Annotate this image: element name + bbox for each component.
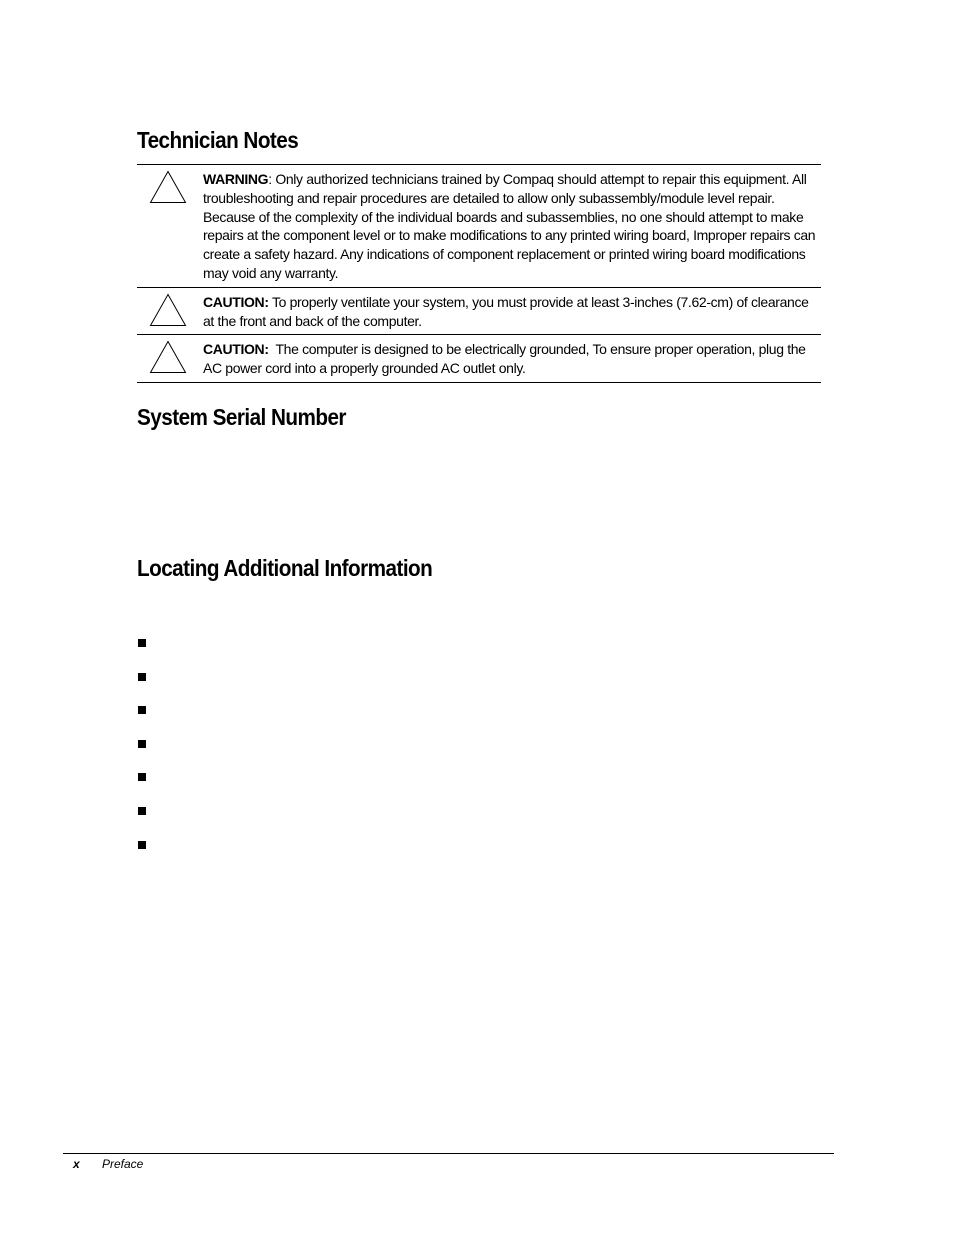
caution-body-ventilation: To properly ventilate your system, you must provide at least 3-inches (7.62-cm) of clearance at the front and back of the computer. [203,293,809,329]
footer-divider [63,1153,834,1154]
caution-triangle-icon [149,293,187,327]
caution-note-ventilation [137,288,821,336]
warning-text [203,170,821,283]
warning-body: Only authorized technicians trained by Compaq should attempt to repair this equipment. All troubleshooting and repair procedures are detailed to allow only subassembly/module level repair. Because of the complexity of the individual boards and subassemblies, no one should attempt to make repairs at the component level or to make modifications to any printed wiring board, Improper repairs can create a safety hazard. Any indications of component replacement or printed wiring board modifications may void any warranty. [203,171,816,281]
footer-page-number: x [73,1157,80,1171]
caution-note-grounding [137,335,821,383]
footer-section-title: Preface [102,1157,144,1171]
square-bullet-icon [138,841,146,849]
heading-technician-notes: Technician Notes [137,127,299,153]
square-bullet-icon [138,706,146,714]
heading-locating-additional-information: Locating Additional Information [137,555,433,581]
warning-note [137,165,821,288]
square-bullet-icon [138,673,146,681]
square-bullet-icon [138,807,146,815]
square-bullet-icon [138,639,146,647]
caution-triangle-icon [149,170,187,204]
warning-label: WARNING [203,171,269,187]
caution-label: CAUTION: [203,293,269,310]
square-bullet-icon [138,773,146,781]
caution-body-grounding: The computer is designed to be electrically grounded, To ensure proper operation, plug the AC power cord into a properly grounded AC outlet only. [203,341,806,377]
caution-text-grounding [203,340,821,378]
caution-triangle-icon [149,340,187,374]
technician-notes-table [137,164,821,383]
heading-system-serial-number: System Serial Number [137,404,346,430]
caution-label: CAUTION: [203,341,269,358]
caution-text-ventilation [203,293,821,331]
square-bullet-icon [138,740,146,748]
warning-separator: : [268,171,276,187]
